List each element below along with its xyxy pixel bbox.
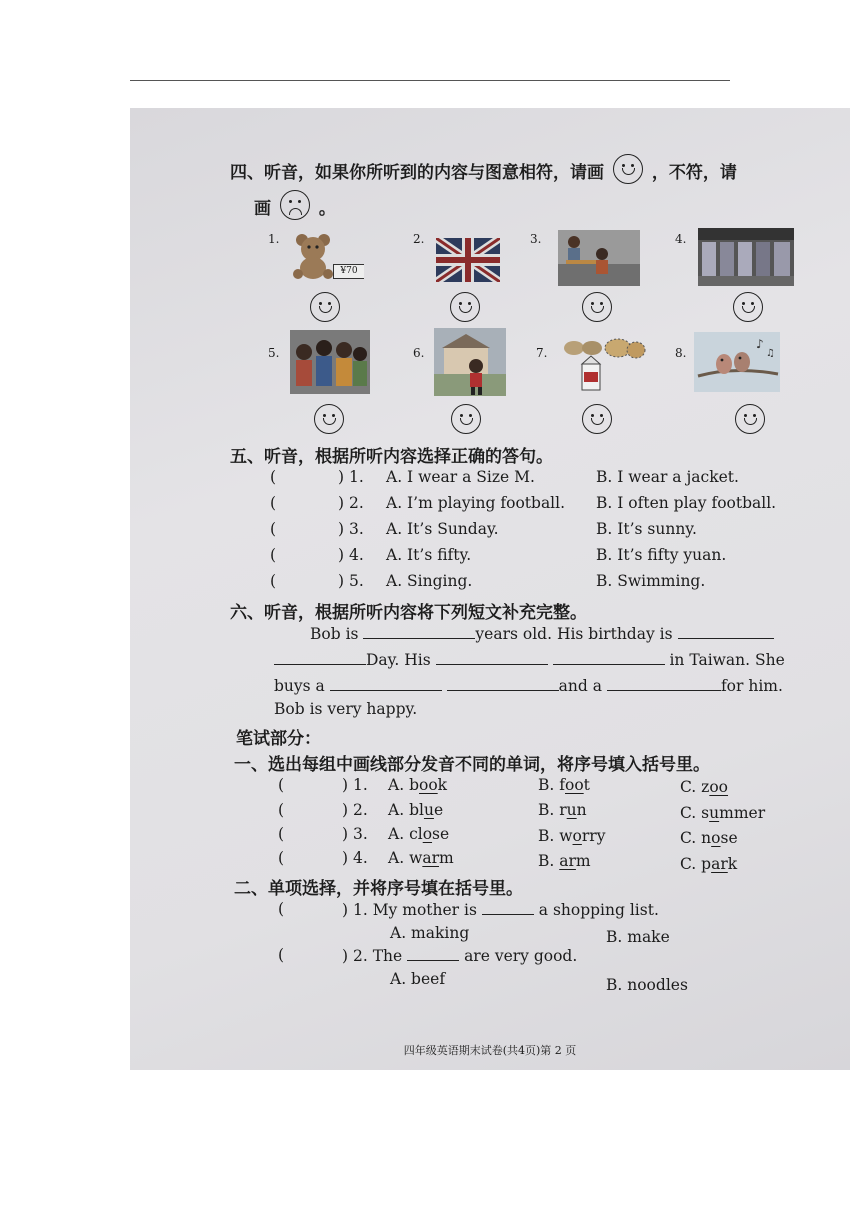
classroom-image bbox=[558, 230, 640, 286]
paren-open: ( bbox=[278, 946, 285, 964]
phonics-option-b: B. foot bbox=[538, 776, 590, 794]
sec5-option-b: B. It’s fifty yuan. bbox=[596, 546, 727, 564]
sec5-q-num: ) 3. bbox=[338, 520, 364, 538]
sec5-option-a: A. I’m playing football. bbox=[386, 494, 566, 512]
exam-photo bbox=[130, 108, 850, 1070]
sec5-q-num: ) 1. bbox=[338, 468, 364, 486]
answer-blank[interactable] bbox=[363, 624, 475, 639]
phonics-option-b: B. arm bbox=[538, 852, 591, 870]
phonics-option-c: C. nose bbox=[680, 829, 738, 847]
boy-walking-image bbox=[434, 328, 506, 396]
paren-open: ( bbox=[278, 776, 285, 794]
price-tag: ¥70 bbox=[333, 264, 364, 279]
teddy-bear-image bbox=[290, 232, 364, 280]
smile-face-6[interactable] bbox=[451, 404, 481, 434]
sec6-text: and a bbox=[558, 677, 602, 695]
sec6-text: buys a bbox=[274, 677, 325, 695]
sec5-option-b: B. It’s sunny. bbox=[596, 520, 697, 538]
frown-face-inline bbox=[277, 204, 313, 214]
sec4-title-a: 四、听音，如果你所听到的内容与图意相符，请画 bbox=[230, 163, 604, 183]
answer-blank[interactable] bbox=[607, 676, 721, 691]
paren-open: ( bbox=[270, 572, 277, 590]
paren-open: ( bbox=[278, 849, 285, 867]
answer-blank[interactable] bbox=[274, 650, 366, 665]
phonics-q-num: ) 2. bbox=[342, 801, 368, 819]
sec5-q-num: ) 2. bbox=[338, 494, 364, 512]
paren-open: ( bbox=[270, 468, 277, 486]
smile-face-5[interactable] bbox=[314, 404, 344, 434]
smile-face-7[interactable] bbox=[582, 404, 612, 434]
choice-option-b: B. noodles bbox=[606, 976, 688, 994]
sec4-title-d: 。 bbox=[318, 199, 336, 219]
sec5-q-num: ) 5. bbox=[338, 572, 364, 590]
answer-blank[interactable] bbox=[678, 624, 774, 639]
sec5-option-a: A. Singing. bbox=[386, 572, 473, 590]
phonics-q-num: ) 4. bbox=[342, 849, 368, 867]
uk-flag-image bbox=[436, 238, 500, 282]
paren-open: ( bbox=[270, 494, 277, 512]
written-s1-title: 一、选出每组中画线部分发音不同的单词，将序号填入括号里。 bbox=[234, 755, 710, 775]
paren-open: ( bbox=[278, 801, 285, 819]
pic-num-6: 6. bbox=[413, 346, 425, 360]
sec4-title-line2 bbox=[254, 194, 336, 219]
breakfast-food-image bbox=[560, 336, 646, 394]
sec4-title-b: ，不符，请 bbox=[651, 163, 737, 183]
phonics-q-num: ) 3. bbox=[342, 825, 368, 843]
choice-option-a: A. making bbox=[390, 924, 470, 942]
phonics-option-b: B. run bbox=[538, 801, 587, 819]
answer-blank[interactable] bbox=[482, 900, 534, 915]
paren-open: ( bbox=[278, 900, 285, 918]
sec6-line4: Bob is very happy. bbox=[274, 700, 418, 718]
sec6-text: for him. bbox=[720, 677, 783, 695]
svg-text:♪: ♪ bbox=[756, 337, 764, 351]
sec5-option-b: B. Swimming. bbox=[596, 572, 706, 590]
phonics-option-c: C. summer bbox=[680, 804, 766, 822]
written-part-title: 笔试部分： bbox=[236, 729, 321, 749]
answer-blank[interactable] bbox=[553, 650, 665, 665]
sec6-title: 六、听音，根据所听内容将下列短文补充完整。 bbox=[230, 603, 587, 623]
pic-num-7: 7. bbox=[536, 346, 548, 360]
sec5-option-a: A. It’s fifty. bbox=[386, 546, 472, 564]
phonics-option-a: A. close bbox=[388, 825, 450, 843]
pic-num-1: 1. bbox=[268, 232, 280, 246]
smile-face-8[interactable] bbox=[735, 404, 765, 434]
birds-singing-image bbox=[694, 332, 780, 392]
pic-num-5: 5. bbox=[268, 346, 280, 360]
sec6-text: Bob is bbox=[310, 625, 359, 643]
written-s2-title: 二、单项选择，并将序号填在括号里。 bbox=[234, 879, 523, 899]
phonics-option-c: C. park bbox=[680, 855, 738, 873]
smile-face-3[interactable] bbox=[582, 292, 612, 322]
smile-face-4[interactable] bbox=[733, 292, 763, 322]
paren-open: ( bbox=[270, 546, 277, 564]
choice-option-a: A. beef bbox=[390, 970, 446, 988]
sec6-text: years old. His birthday is bbox=[475, 625, 673, 643]
phonics-option-a: A. warm bbox=[388, 849, 454, 867]
sec6-text: Day. His bbox=[366, 651, 431, 669]
sec4-title-c: 画 bbox=[254, 199, 271, 219]
sec5-q-num: ) 4. bbox=[338, 546, 364, 564]
smile-face-inline bbox=[610, 168, 646, 178]
sec6-line3 bbox=[274, 676, 783, 695]
choice-option-b: B. make bbox=[606, 928, 670, 946]
paren-open: ( bbox=[278, 825, 285, 843]
sec6-line2 bbox=[274, 650, 785, 669]
answer-blank[interactable] bbox=[407, 946, 459, 961]
pic-num-4: 4. bbox=[675, 232, 687, 246]
sec5-option-a: A. It’s Sunday. bbox=[386, 520, 499, 538]
header-rule bbox=[130, 80, 730, 81]
sec6-text: in Taiwan. She bbox=[669, 651, 785, 669]
children-group-image bbox=[290, 330, 370, 394]
pic-num-2: 2. bbox=[413, 232, 425, 246]
pic-num-8: 8. bbox=[675, 346, 687, 360]
page-footer: 四年级英语期末试卷(共4页)第 2 页 bbox=[403, 1044, 577, 1057]
phonics-option-a: A. blue bbox=[388, 801, 444, 819]
phonics-q-num: ) 1. bbox=[342, 776, 368, 794]
phonics-option-a: A. book bbox=[388, 776, 448, 794]
store-image bbox=[698, 228, 794, 286]
sec5-option-a: A. I wear a Size M. bbox=[386, 468, 535, 486]
choice-q1: ) 1. My mother is a shopping list. bbox=[342, 901, 659, 919]
answer-blank[interactable] bbox=[330, 676, 442, 691]
answer-blank[interactable] bbox=[436, 650, 548, 665]
sec4-title-line1 bbox=[230, 158, 737, 183]
svg-text:♫: ♫ bbox=[766, 348, 775, 359]
smile-face-1[interactable] bbox=[310, 292, 340, 322]
paren-open: ( bbox=[270, 520, 277, 538]
sec5-option-b: B. I often play football. bbox=[596, 494, 777, 512]
sec5-title: 五、听音，根据所听内容选择正确的答句。 bbox=[230, 447, 553, 467]
sec6-line1 bbox=[310, 624, 774, 643]
phonics-option-b: B. worry bbox=[538, 827, 606, 845]
choice-q2: ) 2. The are very good. bbox=[342, 947, 578, 965]
answer-blank[interactable] bbox=[447, 676, 559, 691]
phonics-option-c: C. zoo bbox=[680, 778, 729, 796]
sec5-option-b: B. I wear a jacket. bbox=[596, 468, 739, 486]
pic-num-3: 3. bbox=[530, 232, 542, 246]
smile-face-2[interactable] bbox=[450, 292, 480, 322]
